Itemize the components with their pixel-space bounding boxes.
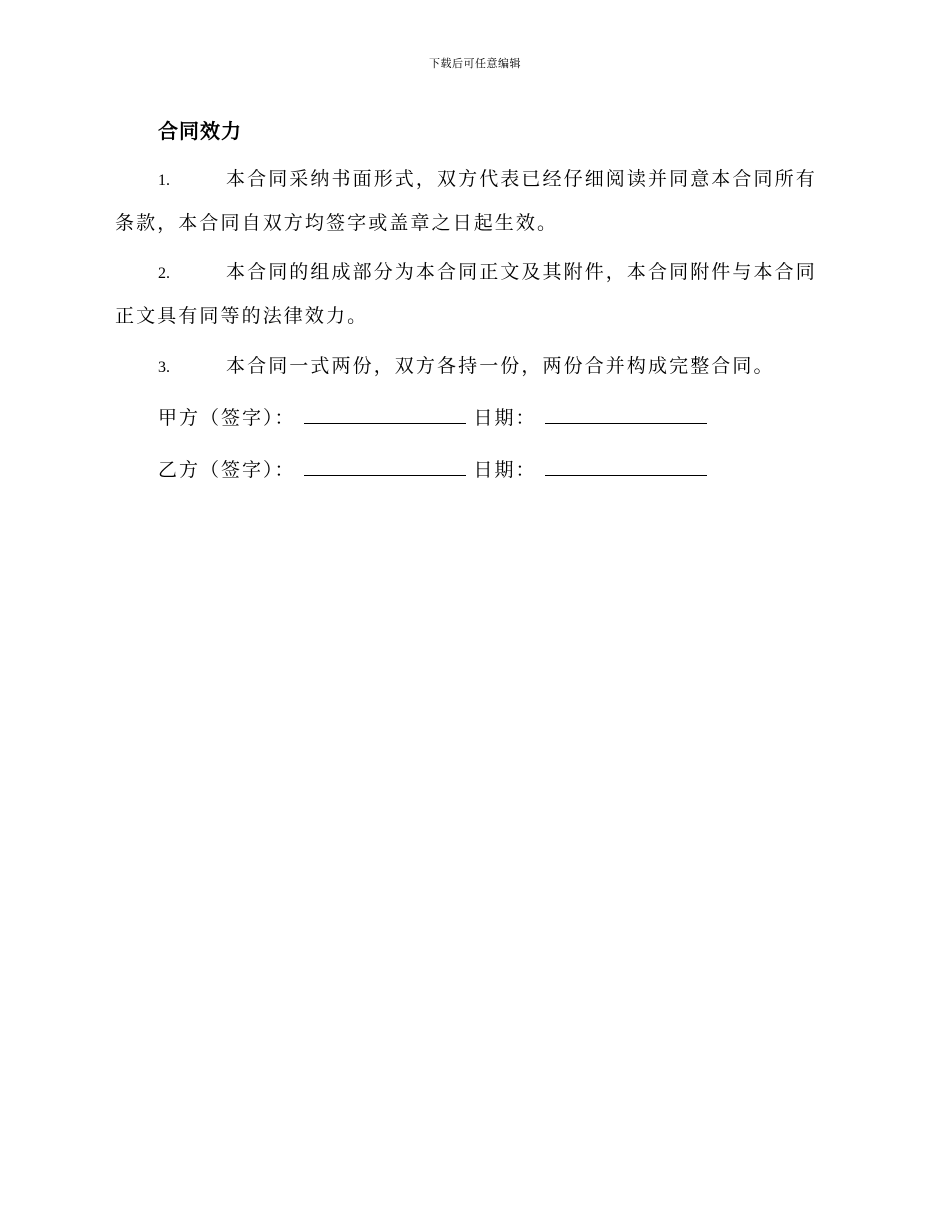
party-b-date-blank xyxy=(545,455,707,476)
clause-1 xyxy=(115,158,835,244)
clause-3 xyxy=(115,345,835,389)
clause-number: 2. xyxy=(158,265,170,282)
party-a-date-blank xyxy=(545,403,707,424)
party-a-signature-blank xyxy=(304,403,466,424)
date-label: 日期： xyxy=(473,407,537,429)
signature-row-party-b xyxy=(158,455,715,485)
signature-row-party-a xyxy=(158,403,715,433)
party-b-label: 乙方（签字）： xyxy=(158,459,296,481)
clause-number: 1. xyxy=(158,172,170,189)
header-note: 下载后可任意编辑 xyxy=(429,57,521,70)
party-a-label: 甲方（签字）： xyxy=(158,407,296,429)
section-title: 合同效力 xyxy=(158,119,242,143)
clause-number: 3. xyxy=(158,359,170,376)
clause-text: 本合同采纳书面形式，双方代表已经仔细阅读并同意本合同所有条款，本合同自双方均签字或盖章之日起生效。 xyxy=(115,168,817,234)
party-b-signature-blank xyxy=(304,455,466,476)
date-label: 日期： xyxy=(473,459,537,481)
clause-2 xyxy=(115,251,835,337)
clause-text: 本合同的组成部分为本合同正文及其附件，本合同附件与本合同正文具有同等的法律效力。 xyxy=(115,261,817,327)
clause-text: 本合同一式两份，双方各持一份，两份合并构成完整合同。 xyxy=(226,355,775,377)
